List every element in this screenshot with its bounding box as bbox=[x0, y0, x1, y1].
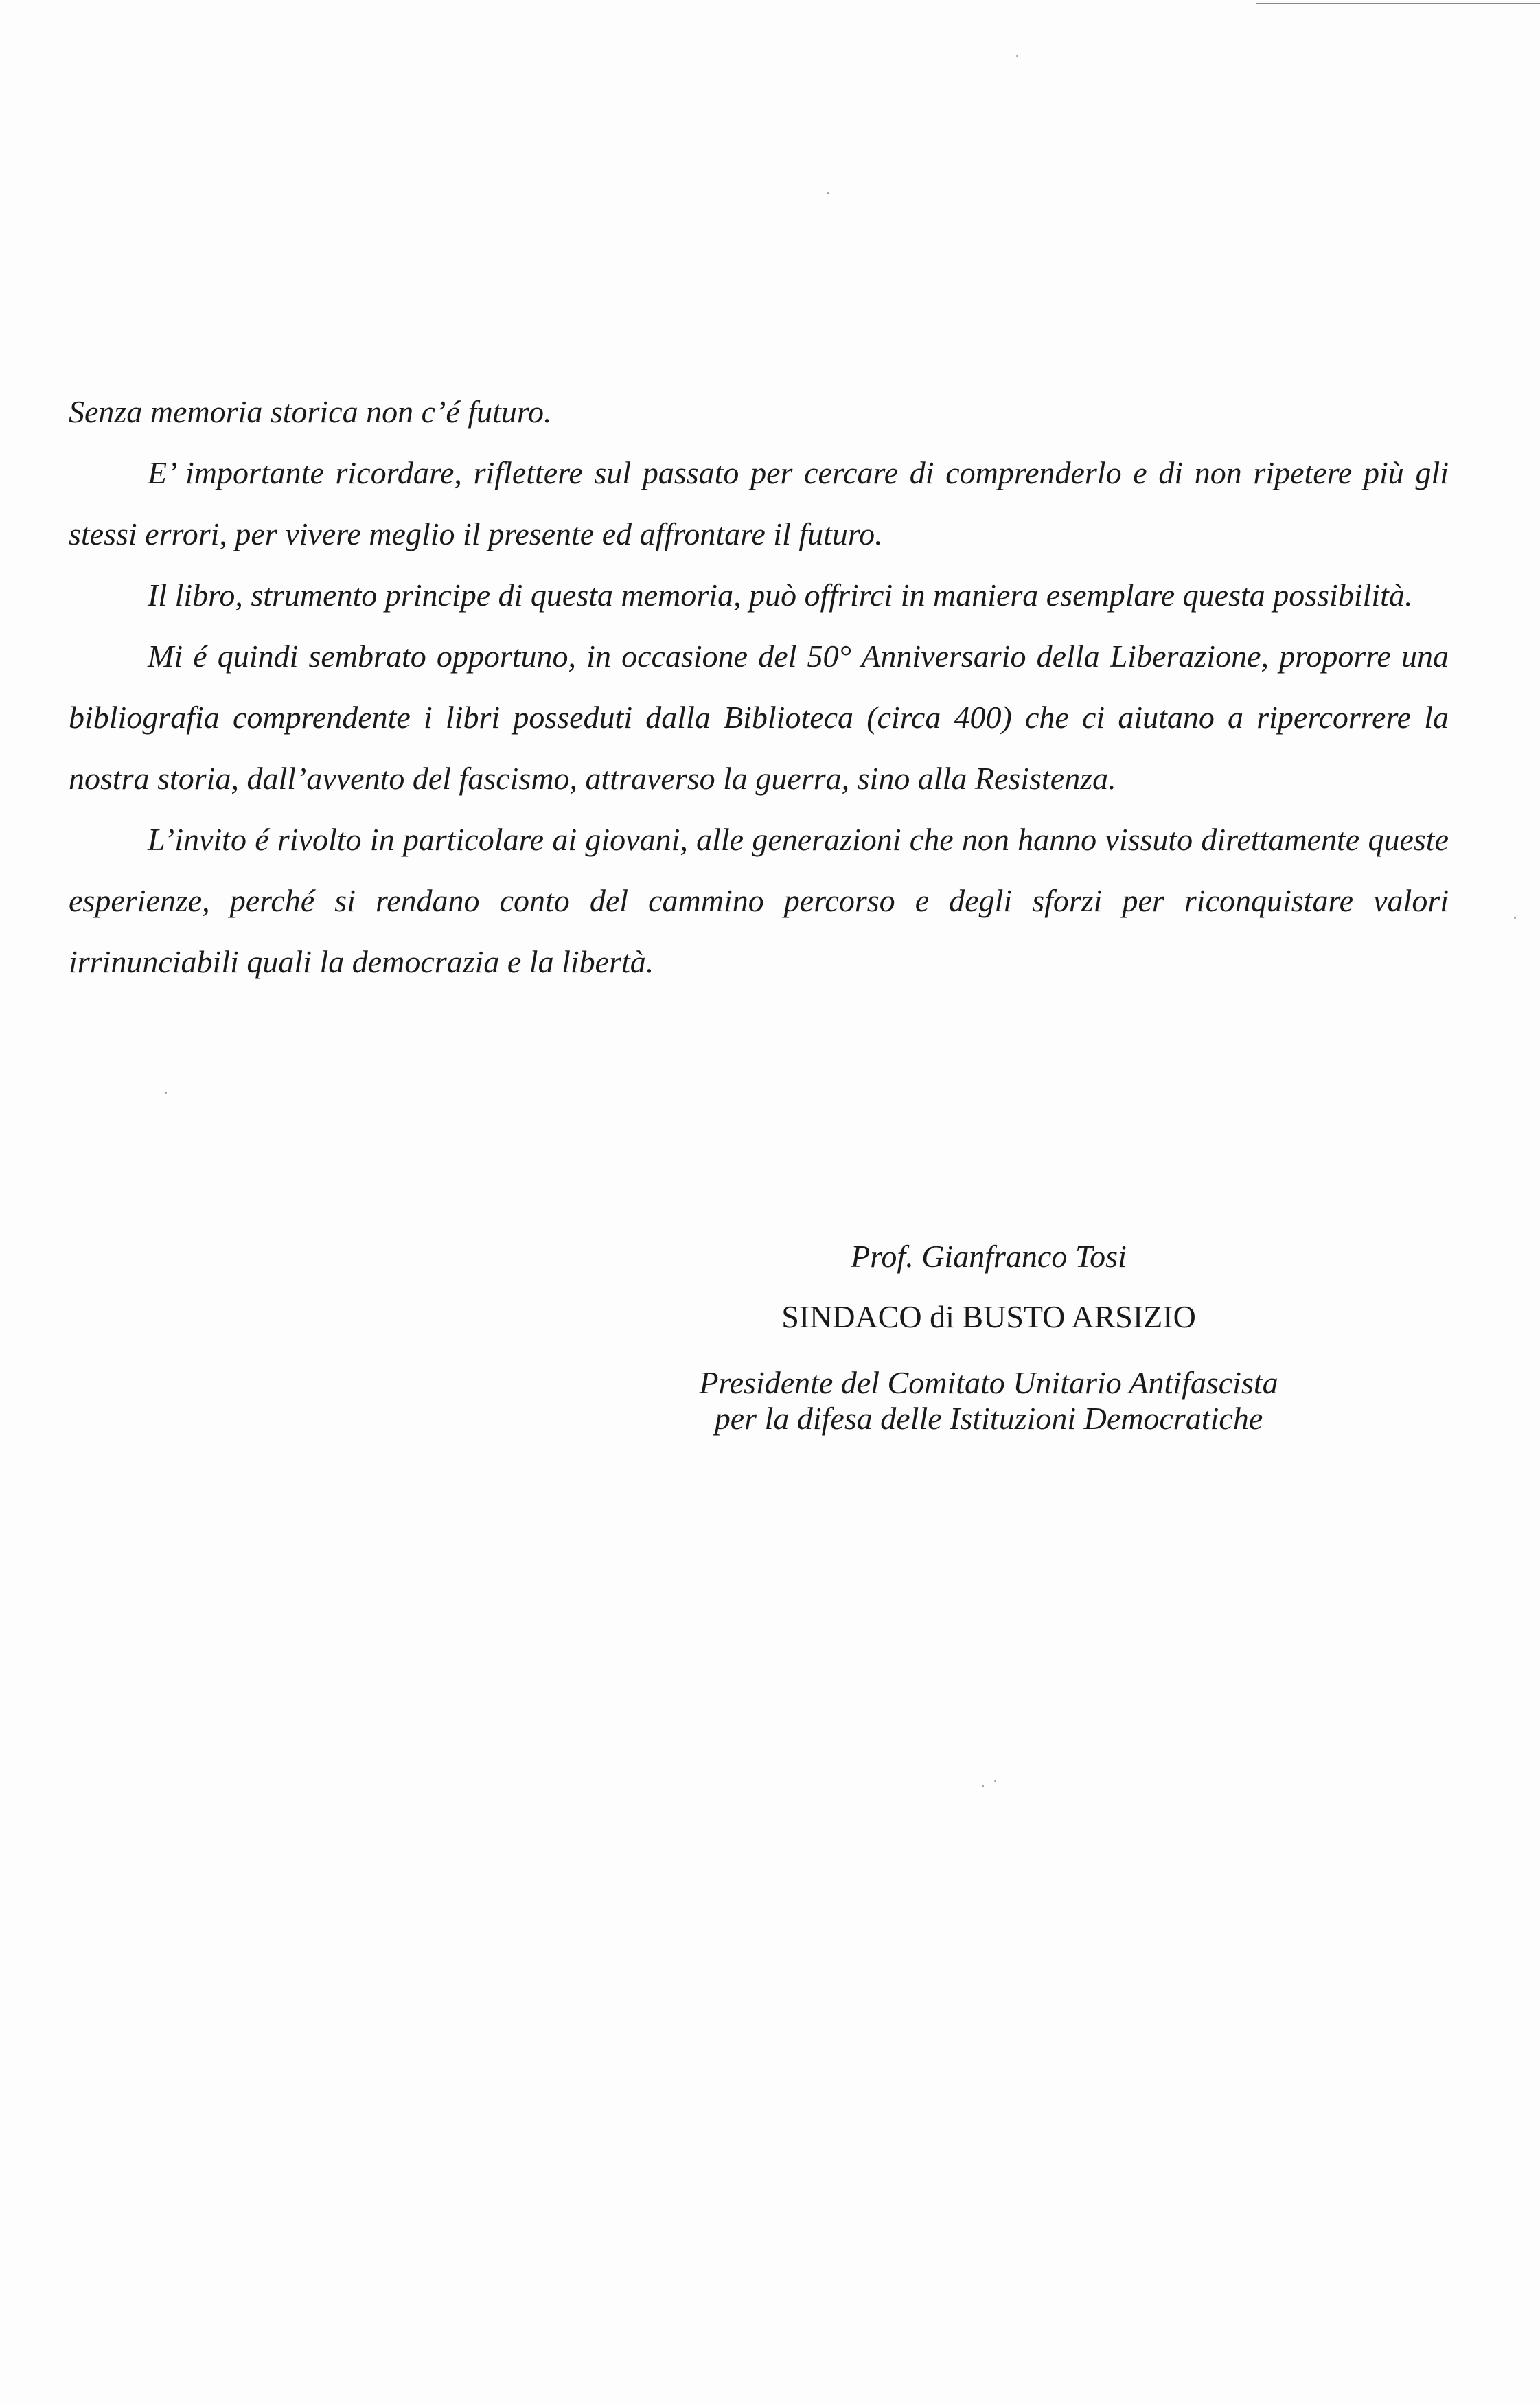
paragraph-invitation: L’invito é rivolto in particolare ai giovani, alle generazioni che non hanno vissuto direttamente queste esperienze, perché si rendano conto del cammino percorso e degli sforzi per riconquistare valori irrinunciabili quali la democrazia e la libertà. bbox=[69, 822, 1449, 979]
scan-speck bbox=[982, 1785, 984, 1787]
signatory-title bbox=[673, 1365, 1305, 1436]
scan-speck bbox=[994, 1780, 996, 1782]
signatory-title-line-2: per la difesa delle Istituzioni Democratiche bbox=[714, 1401, 1263, 1436]
paragraph-remember: E’ importante ricordare, riflettere sul passato per cercare di comprenderlo e di non ripetere più gli stessi errori, per vivere meglio il presente ed affrontare il futuro. bbox=[69, 455, 1449, 551]
letter-body bbox=[69, 381, 1449, 992]
paragraph-opening: Senza memoria storica non c’é futuro. bbox=[69, 394, 552, 429]
signature-block bbox=[673, 1236, 1305, 1436]
signatory-role: SINDACO di BUSTO ARSIZIO bbox=[781, 1299, 1196, 1334]
scan-speck bbox=[827, 192, 829, 194]
scan-speck bbox=[165, 1092, 167, 1094]
paragraph-book: Il libro, strumento principe di questa memoria, può offrirci in maniera esemplare questa possibilità. bbox=[148, 577, 1413, 613]
signatory-name: Prof. Gianfranco Tosi bbox=[851, 1239, 1127, 1274]
signatory-title-line-1: Presidente del Comitato Unitario Antifascista bbox=[699, 1365, 1278, 1400]
paragraph-bibliography: Mi é quindi sembrato opportuno, in occasione del 50° Anniversario della Liberazione, proporre una bibliografia comprendente i libri posseduti dalla Biblioteca (circa 400) che ci aiutano a ripercorrere la nostra storia, dall’avvento del fascismo, attraverso la guerra, sino alla Resistenza. bbox=[69, 639, 1449, 796]
scan-speck bbox=[1514, 917, 1516, 919]
scan-speck bbox=[1016, 55, 1018, 57]
scan-edge-line bbox=[1256, 3, 1540, 4]
